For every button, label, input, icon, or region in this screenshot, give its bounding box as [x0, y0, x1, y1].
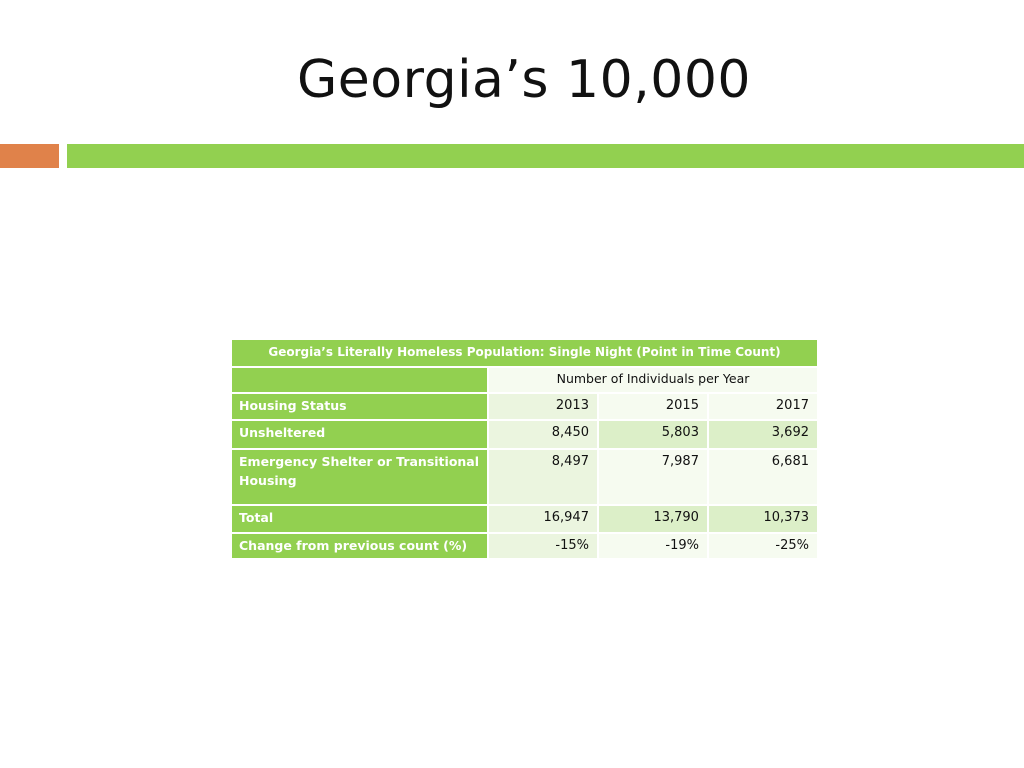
table-row	[232, 506, 817, 532]
cell-unsheltered-2015: 5,803	[599, 421, 707, 448]
table-caption-row	[232, 340, 817, 366]
cell-total-2015: 13,790	[599, 506, 707, 532]
cell-total-2017: 10,373	[709, 506, 817, 532]
cell-total-2013: 16,947	[489, 506, 597, 532]
table-caption: Georgia’s Literally Homeless Population: Single Night (Point in Time Count)	[232, 340, 817, 366]
cell-emergency-2015: 7,987	[599, 450, 707, 504]
row-label-total: Total	[232, 506, 487, 532]
cell-unsheltered-2013: 8,450	[489, 421, 597, 448]
table-header-row	[232, 394, 817, 419]
table-row	[232, 450, 817, 504]
cell-emergency-2017: 6,681	[709, 450, 817, 504]
cell-change-2017: -25%	[709, 534, 817, 558]
accent-bar-orange	[0, 144, 59, 168]
group-header: Number of Individuals per Year	[489, 368, 817, 392]
homeless-population-table	[230, 338, 819, 560]
header-year-2015: 2015	[599, 394, 707, 419]
table-row	[232, 534, 817, 558]
cell-unsheltered-2017: 3,692	[709, 421, 817, 448]
header-year-2017: 2017	[709, 394, 817, 419]
cell-emergency-2013: 8,497	[489, 450, 597, 504]
group-header-spacer	[232, 368, 487, 392]
header-year-2013: 2013	[489, 394, 597, 419]
accent-bar-green	[67, 144, 1024, 168]
row-label-unsheltered: Unsheltered	[232, 421, 487, 448]
cell-change-2015: -19%	[599, 534, 707, 558]
slide-title: Georgia’s 10,000	[297, 50, 751, 110]
table-row	[232, 421, 817, 448]
cell-change-2013: -15%	[489, 534, 597, 558]
row-label-emergency-shelter: Emergency Shelter or Transitional Housing	[232, 450, 487, 504]
header-housing-status: Housing Status	[232, 394, 487, 419]
row-label-change: Change from previous count (%)	[232, 534, 487, 558]
table-group-header-row	[232, 368, 817, 392]
